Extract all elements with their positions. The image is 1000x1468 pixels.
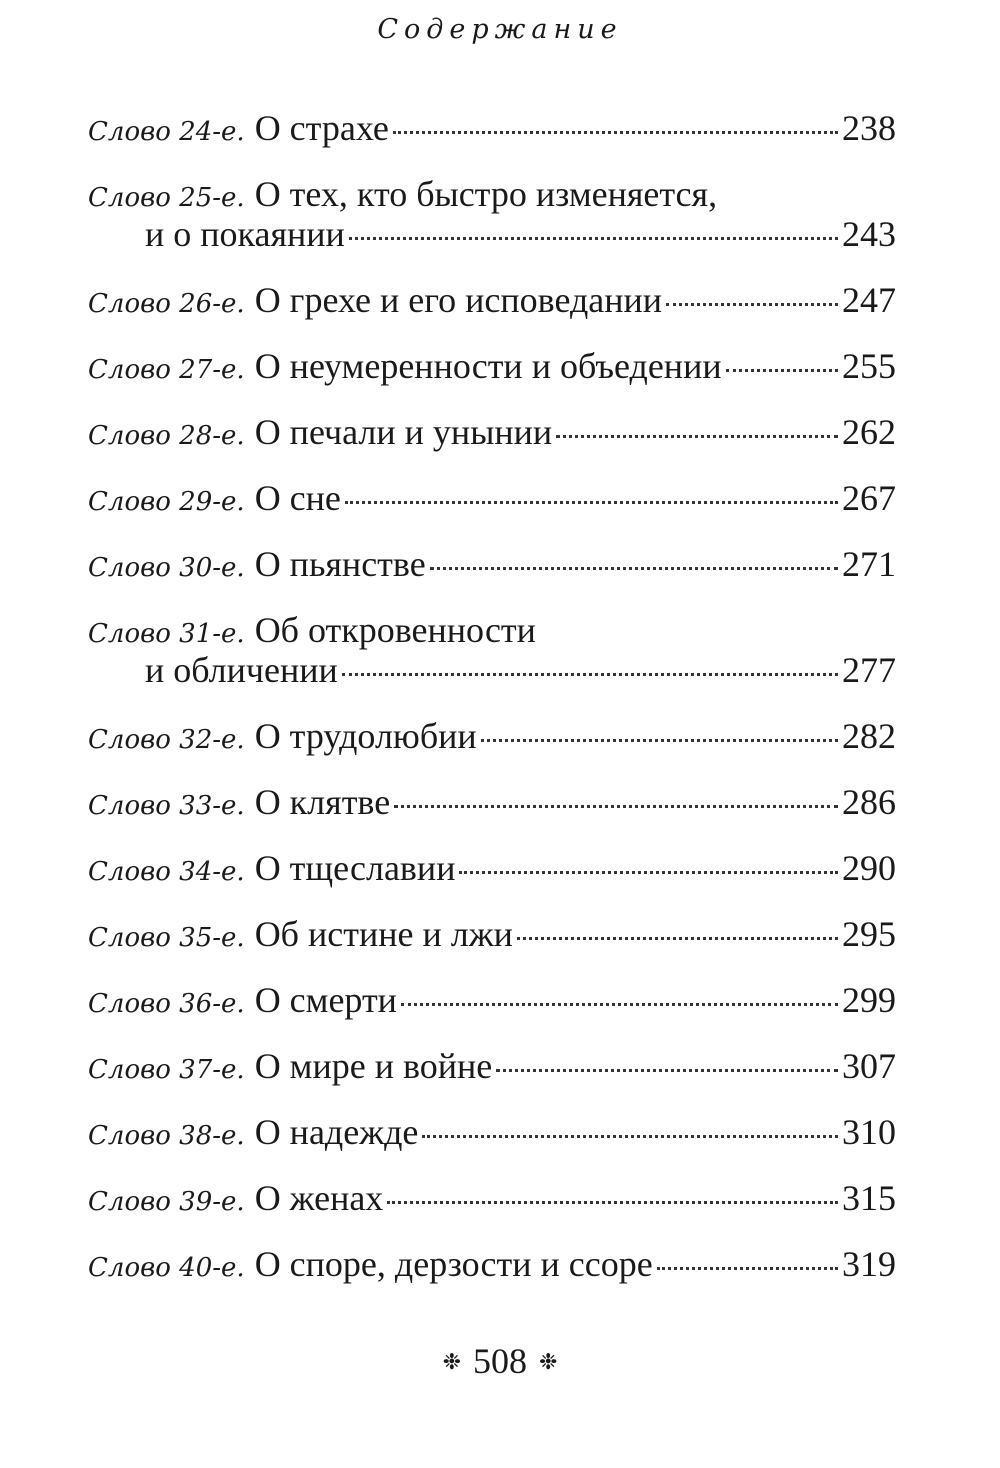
ornament-right-icon: ❉ <box>539 1348 558 1374</box>
toc-entry-prefix: Слово 31-е. <box>88 619 245 649</box>
toc-entry-title: О смерти <box>254 980 397 1020</box>
toc-entry[interactable] <box>88 174 896 254</box>
dot-leader <box>459 871 838 874</box>
toc-entry-page: 307 <box>842 1046 896 1086</box>
dot-leader <box>422 1135 838 1138</box>
toc-entry-prefix: Слово 35-е. <box>88 923 245 953</box>
toc-entry[interactable] <box>88 1112 896 1152</box>
toc-entry[interactable] <box>88 1046 896 1086</box>
toc-entry-page: 319 <box>842 1244 896 1284</box>
toc-entry-prefix: Слово 30-е. <box>88 553 245 583</box>
toc-entry[interactable] <box>88 1178 896 1218</box>
toc-entry-page: 315 <box>842 1178 896 1218</box>
toc-entry[interactable] <box>88 280 896 320</box>
toc-entry-page: 247 <box>842 280 896 320</box>
toc-entry-title-continued: и о покаянии <box>145 214 345 254</box>
dot-leader <box>556 435 838 438</box>
toc-entry-page: 238 <box>842 108 896 148</box>
toc-entry-title: О тщеславии <box>254 848 456 888</box>
toc-entry-title: О тех, кто быстро изменяется, <box>254 174 718 214</box>
toc-entry-title: О грехе и его исповедании <box>254 280 663 320</box>
toc-entry-prefix: Слово 36-е. <box>88 989 245 1019</box>
toc-entry-prefix: Слово 39-е. <box>88 1187 245 1217</box>
toc-entry-title: О сне <box>254 478 341 518</box>
toc-entry-title: Об истине и лжи <box>254 914 513 954</box>
dot-leader <box>666 303 838 306</box>
dot-leader <box>349 237 838 240</box>
toc-entry[interactable] <box>88 914 896 954</box>
dot-leader <box>430 567 838 570</box>
toc-entry-prefix: Слово 27-е. <box>88 355 245 385</box>
toc-entry-title: О неумеренности и объедении <box>254 346 722 386</box>
toc-entry-prefix: Слово 29-е. <box>88 487 245 517</box>
toc-entry-page: 271 <box>842 544 896 584</box>
page-number <box>0 1340 1000 1382</box>
dot-leader <box>345 501 838 504</box>
toc-entry[interactable] <box>88 716 896 756</box>
toc-entry-page: 262 <box>842 412 896 452</box>
toc-entry[interactable] <box>88 412 896 452</box>
toc-entry-title: О пьянстве <box>254 544 426 584</box>
toc-entry-prefix: Слово 33-е. <box>88 791 245 821</box>
toc-entry-title: Об откровенности <box>254 610 536 650</box>
toc-entry-prefix: Слово 25-е. <box>88 183 245 213</box>
toc-entry-title: О трудолюбии <box>254 716 477 756</box>
toc-entry-page: 255 <box>842 346 896 386</box>
toc-entry-prefix: Слово 34-е. <box>88 857 245 887</box>
toc-entry-prefix: Слово 38-е. <box>88 1121 245 1151</box>
dot-leader <box>726 369 838 372</box>
toc-entry[interactable] <box>88 980 896 1020</box>
toc-entry[interactable] <box>88 108 896 148</box>
toc-entry[interactable] <box>88 610 896 690</box>
toc-entry-page: 290 <box>842 848 896 888</box>
toc-entry[interactable] <box>88 478 896 518</box>
toc-entry-prefix: Слово 40-е. <box>88 1253 245 1283</box>
toc-entry-prefix: Слово 37-е. <box>88 1055 245 1085</box>
toc-entry-page: 267 <box>842 478 896 518</box>
toc-entry[interactable] <box>88 848 896 888</box>
toc-entry-title: О мире и войне <box>254 1046 493 1086</box>
dot-leader <box>481 739 838 742</box>
toc-entry[interactable] <box>88 1244 896 1284</box>
toc-entry[interactable] <box>88 346 896 386</box>
toc-entry-page: 295 <box>842 914 896 954</box>
dot-leader <box>657 1267 838 1270</box>
folio-number: 508 <box>473 1341 527 1381</box>
dot-leader <box>496 1069 838 1072</box>
dot-leader <box>394 805 838 808</box>
toc-entry-title: О клятве <box>254 782 391 822</box>
toc-entry-title-continued: и обличении <box>145 650 338 690</box>
toc-entry-prefix: Слово 26-е. <box>88 289 245 319</box>
toc-entry-page: 277 <box>842 650 896 690</box>
toc-entry[interactable] <box>88 544 896 584</box>
toc-entry-page: 282 <box>842 716 896 756</box>
toc-entry-prefix: Слово 28-е. <box>88 421 245 451</box>
toc-entry-title: О споре, дерзости и ссоре <box>254 1244 653 1284</box>
dot-leader <box>517 937 838 940</box>
ornament-left-icon: ❉ <box>442 1348 461 1374</box>
toc-entry-prefix: Слово 24-е. <box>88 117 245 147</box>
dot-leader <box>393 131 838 134</box>
toc-entry-page: 310 <box>842 1112 896 1152</box>
dot-leader <box>401 1003 838 1006</box>
dot-leader <box>387 1201 838 1204</box>
toc-entry-title: О женах <box>254 1178 384 1218</box>
toc-entry-page: 243 <box>842 214 896 254</box>
toc-entry-title: О печали и унынии <box>254 412 553 452</box>
toc-entry[interactable] <box>88 782 896 822</box>
table-of-contents <box>88 108 896 1310</box>
toc-entry-page: 299 <box>842 980 896 1020</box>
dot-leader <box>342 673 838 676</box>
toc-entry-page: 286 <box>842 782 896 822</box>
toc-entry-title: О надежде <box>254 1112 419 1152</box>
running-head: Содержание <box>377 14 623 45</box>
toc-entry-title: О страхе <box>254 108 389 148</box>
toc-entry-prefix: Слово 32-е. <box>88 725 245 755</box>
